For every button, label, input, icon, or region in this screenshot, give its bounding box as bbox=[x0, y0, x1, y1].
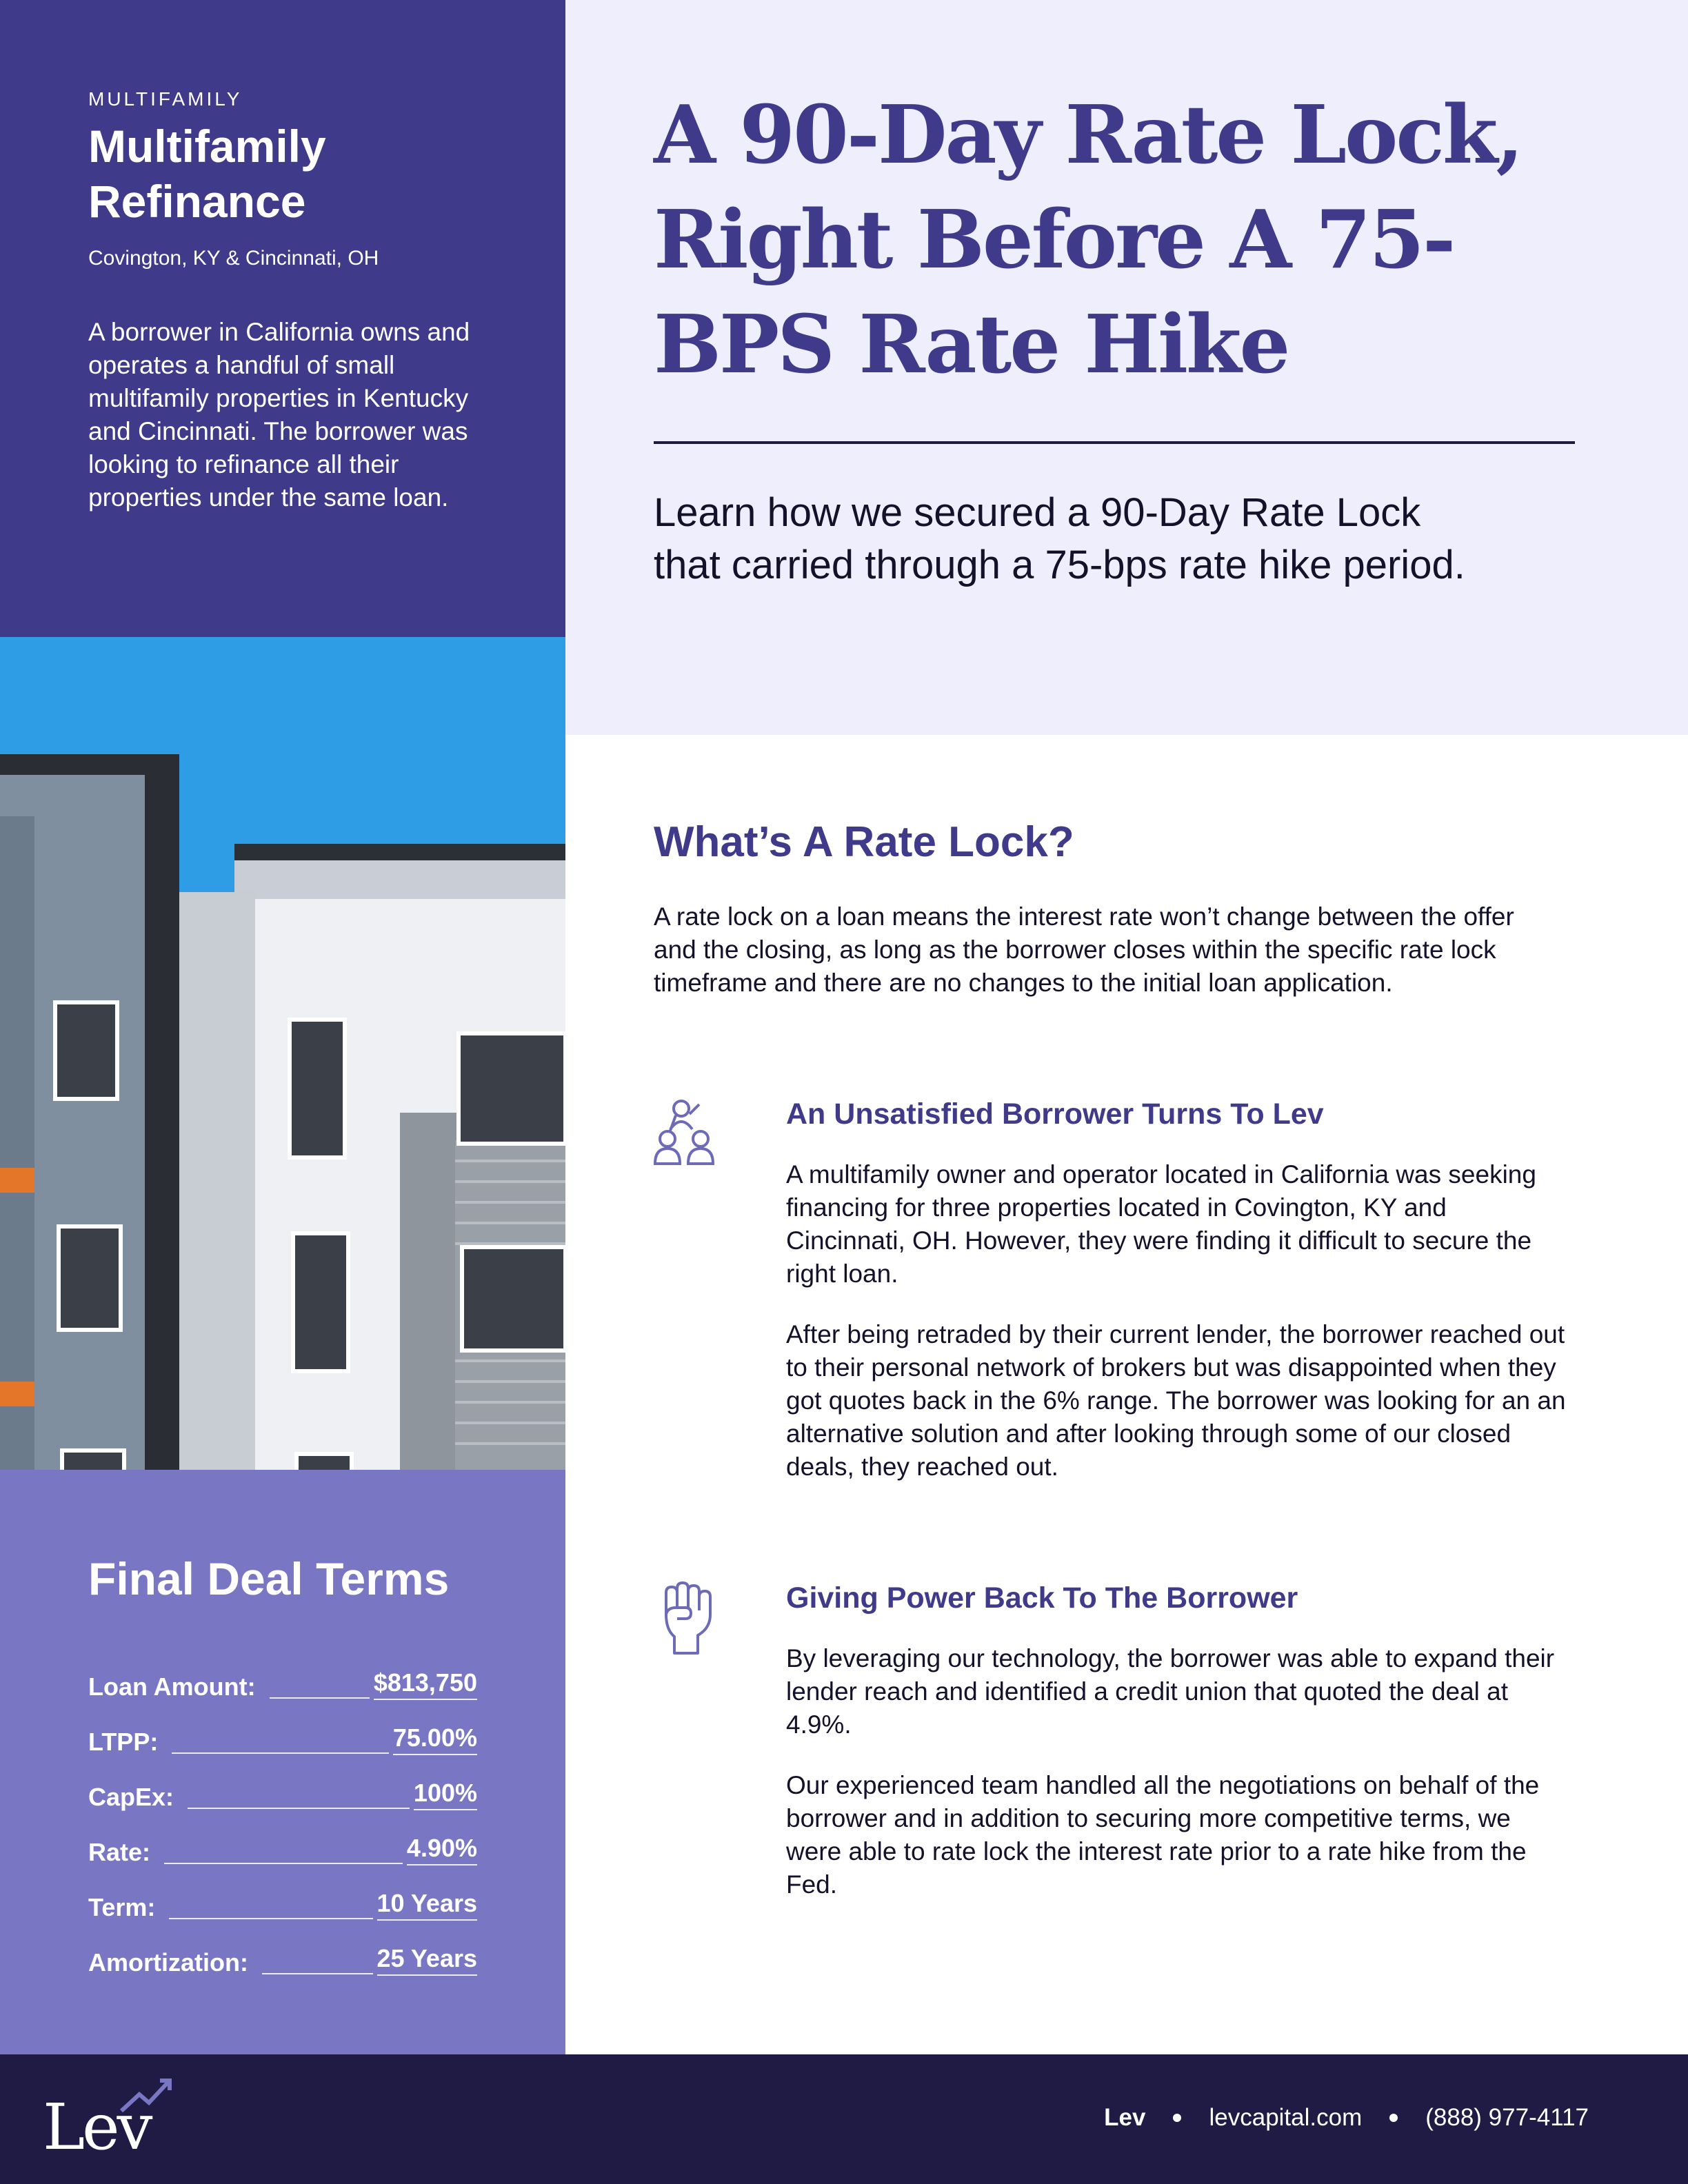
term-row-loan-amount bbox=[88, 1646, 477, 1701]
page-subheadline: Learn how we secured a 90-Day Rate Lock that carried through a 75-bps rate hike period. bbox=[654, 490, 1465, 587]
footer bbox=[0, 2054, 1688, 2184]
case-location: Covington, KY & Cincinnati, OH bbox=[88, 247, 379, 270]
borrower-paragraph-1: A multifamily owner and operator located in California was seeking financing for three properties located in Covington, KY and Cincinnati, OH. However, they were finding it difficult to secure the right loan. bbox=[786, 1160, 1536, 1288]
term-label: Loan Amount: bbox=[88, 1672, 256, 1701]
lev-logo[interactable] bbox=[43, 2075, 167, 2165]
raised-fist-icon bbox=[651, 1579, 723, 1655]
term-label: CapEx: bbox=[88, 1783, 174, 1811]
phone-number[interactable]: (888) 977-4117 bbox=[1425, 2104, 1589, 2131]
term-divider bbox=[270, 1697, 370, 1699]
rate-lock-body: A rate lock on a loan means the interest rate won’t change between the offer and the closing, as long as the borrower closes within the specific rate lock timeframe and there are no changes to the initial loan application. bbox=[654, 902, 1514, 997]
term-label: LTPP: bbox=[88, 1728, 159, 1756]
case-summary-panel bbox=[0, 0, 565, 637]
term-label: Amortization: bbox=[88, 1948, 248, 1976]
term-value: $813,750 bbox=[374, 1668, 477, 1700]
term-divider bbox=[164, 1863, 403, 1864]
case-summary: A borrower in California owns and operates a handful of small multifamily properties in Kentucky and Cincinnati. The borrower was looking to refinance all their properties under the same loan. bbox=[88, 318, 470, 512]
website-link[interactable]: levcapital.com bbox=[1209, 2104, 1363, 2131]
deal-terms-panel bbox=[0, 1470, 565, 2054]
footer-brand: Lev bbox=[1104, 2104, 1146, 2131]
term-value: 75.00% bbox=[393, 1723, 477, 1755]
term-divider bbox=[172, 1752, 389, 1754]
term-divider bbox=[188, 1808, 410, 1809]
term-divider bbox=[262, 1973, 373, 1974]
power-section-title: Giving Power Back To The Borrower bbox=[786, 1581, 1298, 1615]
term-divider bbox=[169, 1918, 372, 1919]
term-row-capex bbox=[88, 1757, 477, 1812]
power-paragraph-1: By leveraging our technology, the borrower was able to expand their lender reach and identified a credit union that quoted the deal at 4.9%. bbox=[786, 1644, 1555, 1739]
term-row-amortization bbox=[88, 1922, 477, 1977]
logo-wordmark: Lev bbox=[43, 2090, 150, 2164]
separator-dot bbox=[1389, 2114, 1398, 2122]
trend-arrow-icon bbox=[119, 2075, 174, 2116]
term-value: 25 Years bbox=[377, 1944, 478, 1976]
term-row-term bbox=[88, 1867, 477, 1922]
term-row-rate bbox=[88, 1812, 477, 1867]
borrower-paragraph-2: After being retraded by their current lender, the borrower reached out to their personal network of brokers but was disappointed when they got quotes back in the 6% range. The borrower was looking for an an alternative solution and after looking through some of our closed deals, they reached out. bbox=[786, 1320, 1566, 1481]
separator-dot bbox=[1173, 2114, 1181, 2122]
page-headline: A 90-Day Rate Lock, Right Before A 75-BPS Rate Hike bbox=[654, 88, 1522, 392]
term-label: Term: bbox=[88, 1893, 156, 1921]
people-network-icon bbox=[651, 1096, 723, 1172]
deal-terms-list bbox=[88, 1646, 477, 1977]
rate-lock-title: What’s A Rate Lock? bbox=[654, 818, 1074, 866]
contact-info bbox=[1104, 2104, 1589, 2132]
deal-terms-title: Final Deal Terms bbox=[88, 1553, 450, 1604]
term-row-ltpp bbox=[88, 1701, 477, 1757]
borrower-section-title: An Unsatisfied Borrower Turns To Lev bbox=[786, 1098, 1324, 1131]
headline-divider bbox=[654, 441, 1575, 444]
term-value: 100% bbox=[414, 1779, 477, 1810]
apartment-building-illustration bbox=[0, 637, 565, 1470]
term-value: 4.90% bbox=[407, 1834, 477, 1866]
hero bbox=[565, 0, 1688, 735]
power-paragraph-2: Our experienced team handled all the negotiations on behalf of the borrower and in addition to securing more competitive terms, we were able to rate lock the interest rate prior to a rate hike from the Fed. bbox=[786, 1771, 1540, 1899]
term-value: 10 Years bbox=[377, 1889, 478, 1921]
term-label: Rate: bbox=[88, 1838, 151, 1866]
building-photo bbox=[0, 637, 565, 1470]
category-label: MULTIFAMILY bbox=[88, 88, 243, 110]
case-title: Multifamily Refinance bbox=[88, 121, 326, 227]
